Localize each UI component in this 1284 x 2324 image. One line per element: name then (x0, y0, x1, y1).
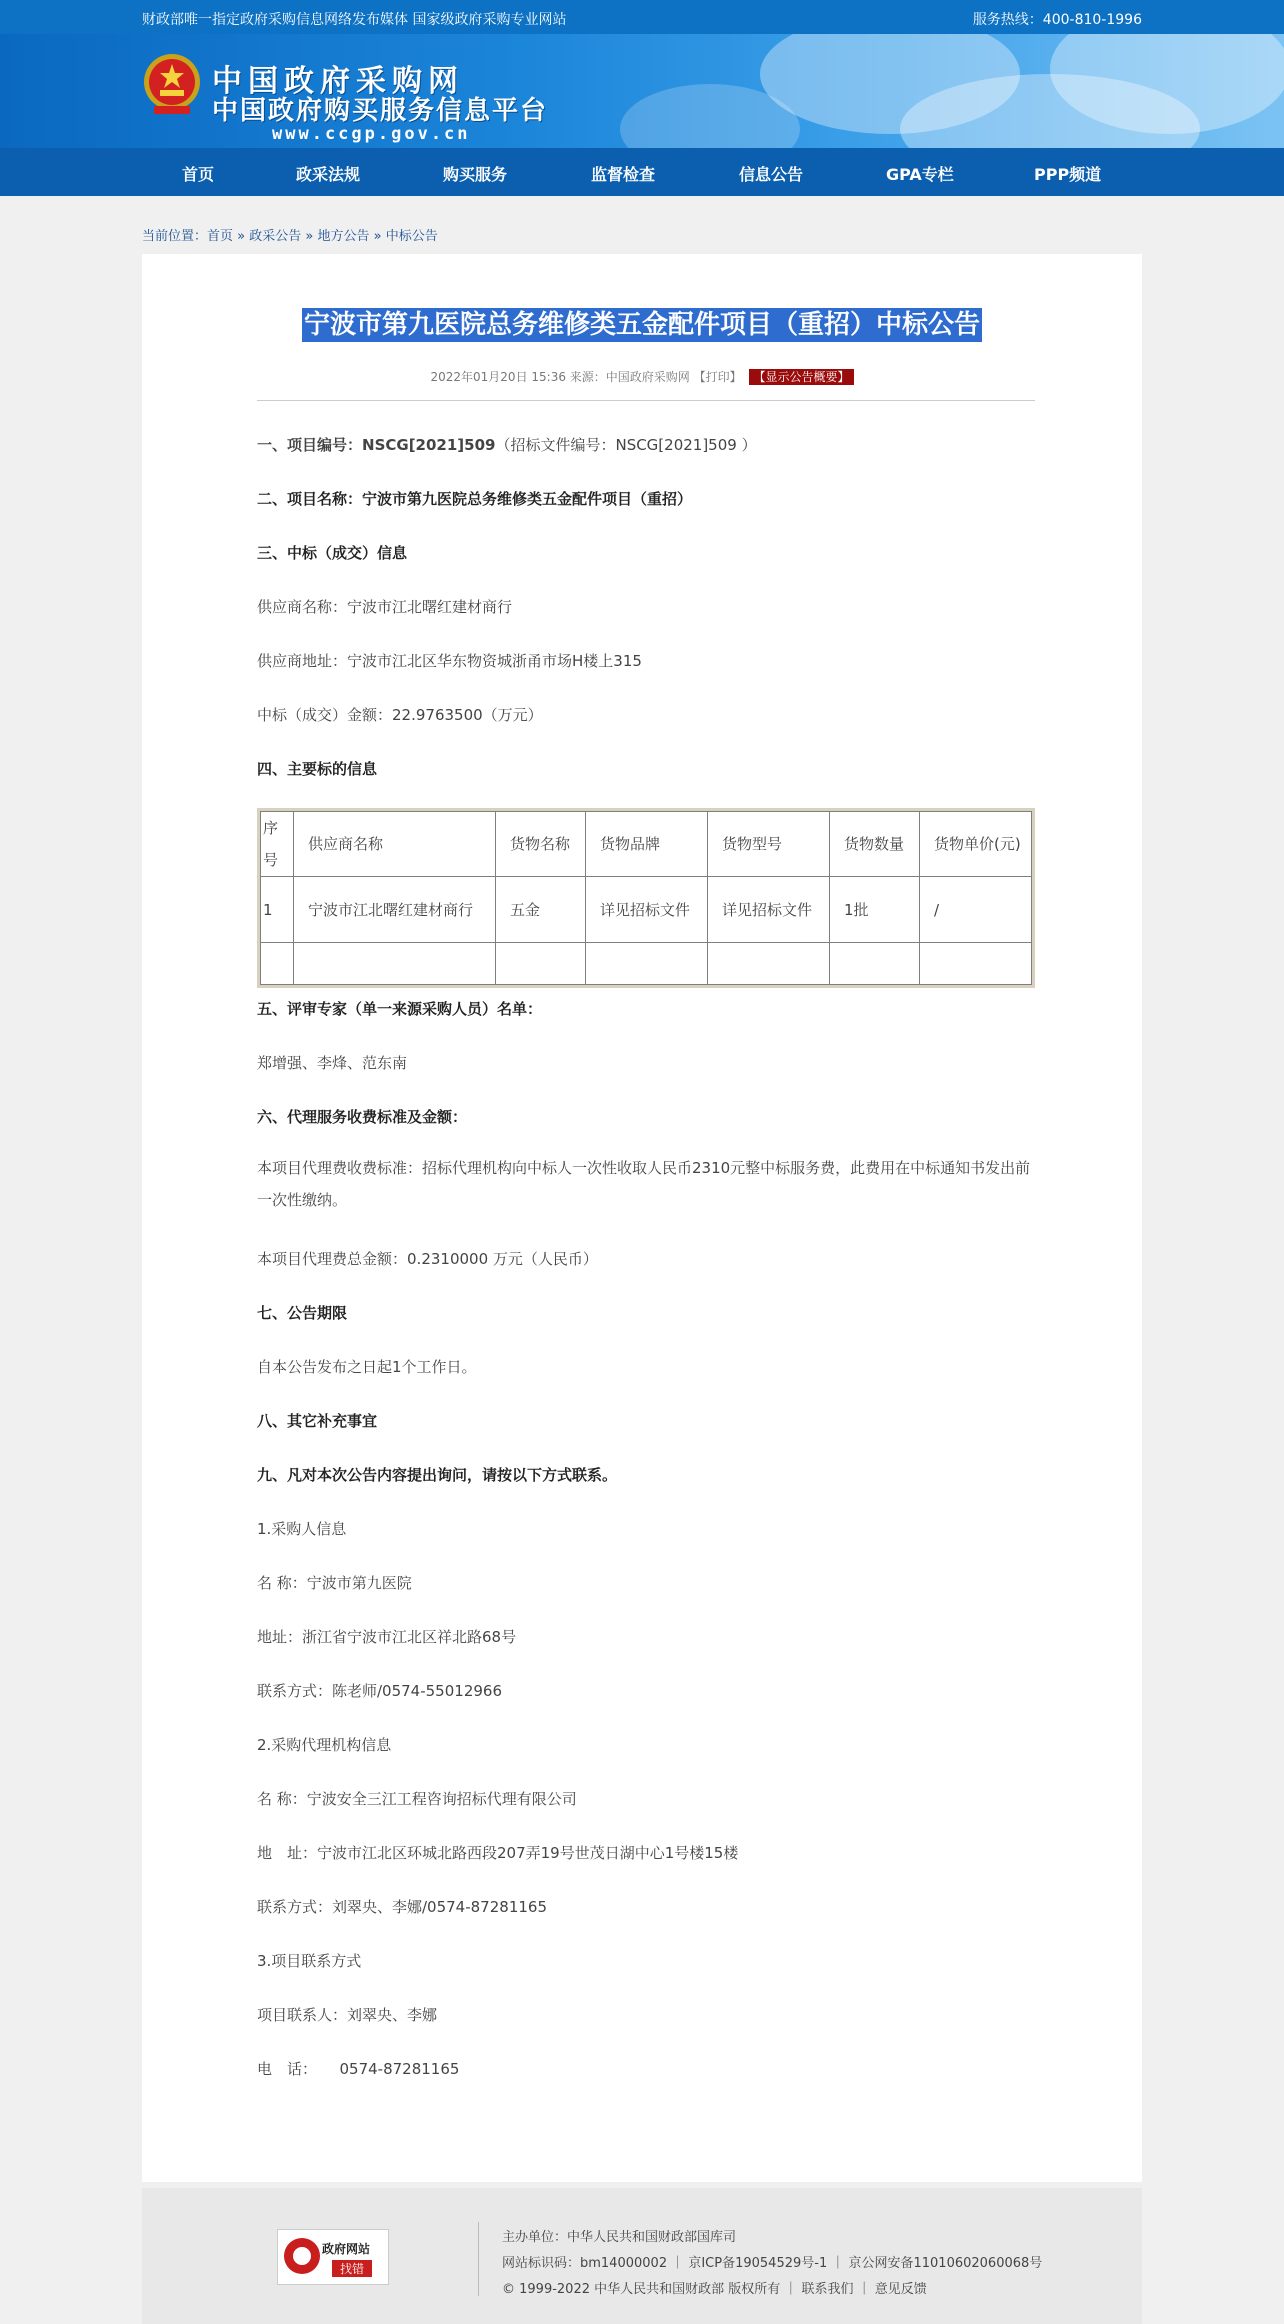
buyer-contact: 联系方式：陈老师/0574-55012966 (257, 1682, 502, 1700)
fee-total: 本项目代理费总金额：0.2310000 万元（人民币） (257, 1250, 598, 1268)
service-hotline: 服务热线：400-810-1996 (972, 12, 1142, 28)
article-title: 宁波市第九医院总务维修类五金配件项目（重招）中标公告 (303, 310, 980, 340)
nav-announcements[interactable]: 信息公告 (739, 165, 804, 184)
footer-site-ids: 网站标识码：bm14000002 ｜ 京ICP备19054529号-1 ｜ 京公网安备11010602060068号 (502, 2256, 1043, 2271)
project-contact-heading: 3.项目联系方式 (257, 1952, 362, 1970)
article-title-wrap (142, 304, 1142, 341)
magnifier-icon (284, 2238, 320, 2274)
fee-standard: 本项目代理费收费标准：招标代理机构向中标人一次性收取人民币2310元整中标服务费，此费用在中标通知书发出前一次性缴纳。 (257, 1159, 1031, 1209)
table-cell (261, 943, 294, 985)
table-cell (830, 943, 920, 985)
gov-site-error-report-badge[interactable] (277, 2229, 389, 2285)
section-experts-heading: 五、评审专家（单一来源采购人员）名单： (257, 1000, 543, 1018)
national-emblem-icon (142, 52, 202, 118)
print-link[interactable]: 【打印】 (693, 370, 742, 384)
table-header-row (261, 812, 1032, 877)
section-project-name: 二、项目名称：宁波市第九医院总务维修类五金配件项目（重招） (257, 490, 693, 508)
nav-supervision[interactable]: 监督检查 (591, 165, 656, 184)
table-cell (708, 943, 830, 985)
table-cell (586, 943, 708, 985)
table-header-cell: 货物单价(元) (920, 812, 1032, 877)
site-title: 中国政府采购网 (212, 64, 464, 99)
items-table (257, 808, 1035, 988)
table-header-cell: 货物型号 (708, 812, 830, 877)
tagline: 财政部唯一指定政府采购信息网络发布媒体 国家级政府采购专业网站 (142, 12, 567, 28)
table-header-cell: 序号 (261, 812, 294, 877)
award-amount: 中标（成交）金额：22.9763500（万元） (257, 706, 543, 724)
supplier-name: 供应商名称：宁波市江北曙红建材商行 (257, 598, 513, 616)
nav-purchase-service[interactable]: 购买服务 (443, 165, 508, 184)
breadcrumb-award[interactable]: 中标公告 (385, 229, 438, 244)
table-cell: 五金 (496, 877, 586, 943)
breadcrumb-separator: » (369, 229, 386, 244)
experts-list: 郑增强、李烽、范东南 (257, 1054, 408, 1072)
nav-home[interactable]: 首页 (182, 165, 215, 184)
table-row (261, 877, 1032, 943)
footer-sponsor: 主办单位：中华人民共和国财政部国库司 (502, 2230, 737, 2245)
breadcrumb-local[interactable]: 地方公告 (317, 229, 370, 244)
section-other-heading: 八、其它补充事宜 (257, 1412, 378, 1430)
footer-copyright: © 1999-2022 中华人民共和国财政部 版权所有 ｜ 联系我们 ｜ 意见反馈 (502, 2282, 927, 2297)
meta-date: 2022年01月20日 15:36 (430, 370, 566, 384)
table-cell (920, 943, 1032, 985)
title-divider (257, 400, 1035, 401)
project-number-label: 一、项目编号： (257, 436, 363, 454)
section-award-info-heading: 三、中标（成交）信息 (257, 544, 408, 562)
table-empty-row (261, 943, 1032, 985)
article-meta (142, 368, 1142, 385)
project-contact-person: 项目联系人：刘翠央、李娜 (257, 2006, 438, 2024)
project-number: NSCG[2021]509 (362, 436, 496, 454)
footer-divider (478, 2222, 479, 2296)
nav-gpa[interactable]: GPA专栏 (886, 165, 954, 184)
announcement-period: 自本公告发布之日起1个工作日。 (257, 1358, 477, 1376)
section-main-items-heading: 四、主要标的信息 (257, 760, 378, 778)
breadcrumb-home[interactable]: 首页 (207, 229, 234, 244)
table-header-cell: 货物品牌 (586, 812, 708, 877)
section-contact-heading: 九、凡对本次公告内容提出询问，请按以下方式联系。 (257, 1466, 618, 1484)
supplier-address: 供应商地址：宁波市江北区华东物资城浙甬市场H楼上315 (257, 652, 642, 670)
badge-title: 政府网站 (322, 2242, 371, 2256)
nav-regulations[interactable]: 政采法规 (296, 165, 361, 184)
table-cell: 1批 (830, 877, 920, 943)
buyer-name: 名 称：宁波市第九医院 (257, 1574, 412, 1592)
table-header-cell: 供应商名称 (294, 812, 496, 877)
table-cell (294, 943, 496, 985)
buyer-info-heading: 1.采购人信息 (257, 1520, 347, 1538)
site-banner (0, 34, 1284, 148)
breadcrumb-separator: » (233, 229, 250, 244)
agent-name: 名 称：宁波安全三江工程咨询招标代理有限公司 (257, 1790, 577, 1808)
table-cell (496, 943, 586, 985)
nav-ppp[interactable]: PPP频道 (1034, 165, 1102, 184)
breadcrumb-announcements[interactable]: 政采公告 (249, 229, 302, 244)
agent-address: 地 址：宁波市江北区环城北路西段207弄19号世茂日湖中心1号楼15楼 (257, 1844, 739, 1862)
show-summary-button[interactable]: 【显示公告概要】 (749, 369, 853, 385)
table-header-cell: 货物名称 (496, 812, 586, 877)
table-cell: 1 (261, 877, 294, 943)
tender-file-number: （招标文件编号：NSCG[2021]509 ） (495, 436, 757, 454)
breadcrumb (142, 225, 438, 244)
table-cell: / (920, 877, 1032, 943)
section-project-number (257, 434, 757, 455)
table-cell: 详见招标文件 (586, 877, 708, 943)
top-strip (0, 0, 1284, 34)
article-card (142, 254, 1142, 2182)
main-nav (0, 148, 1284, 196)
site-url: www.ccgp.gov.cn (272, 124, 471, 144)
agent-info-heading: 2.采购代理机构信息 (257, 1736, 392, 1754)
badge-subtitle: 找错 (332, 2260, 372, 2277)
section-period-heading: 七、公告期限 (257, 1304, 348, 1322)
project-contact-phone: 电 话： 0574-87281165 (257, 2060, 460, 2078)
section-fee-heading: 六、代理服务收费标准及金额： (257, 1108, 468, 1126)
agent-contact: 联系方式：刘翠央、李娜/0574-87281165 (257, 1898, 547, 1916)
buyer-address: 地址：浙江省宁波市江北区祥北路68号 (257, 1628, 517, 1646)
site-subtitle: 中国政府购买服务信息平台 (212, 96, 549, 126)
table-cell: 详见招标文件 (708, 877, 830, 943)
site-footer (142, 2188, 1142, 2324)
table-header-cell: 货物数量 (830, 812, 920, 877)
breadcrumb-separator: » (301, 229, 318, 244)
table-cell: 宁波市江北曙红建材商行 (294, 877, 496, 943)
breadcrumb-prefix: 当前位置： (142, 229, 208, 244)
meta-source: 来源：中国政府采购网 (569, 370, 690, 384)
